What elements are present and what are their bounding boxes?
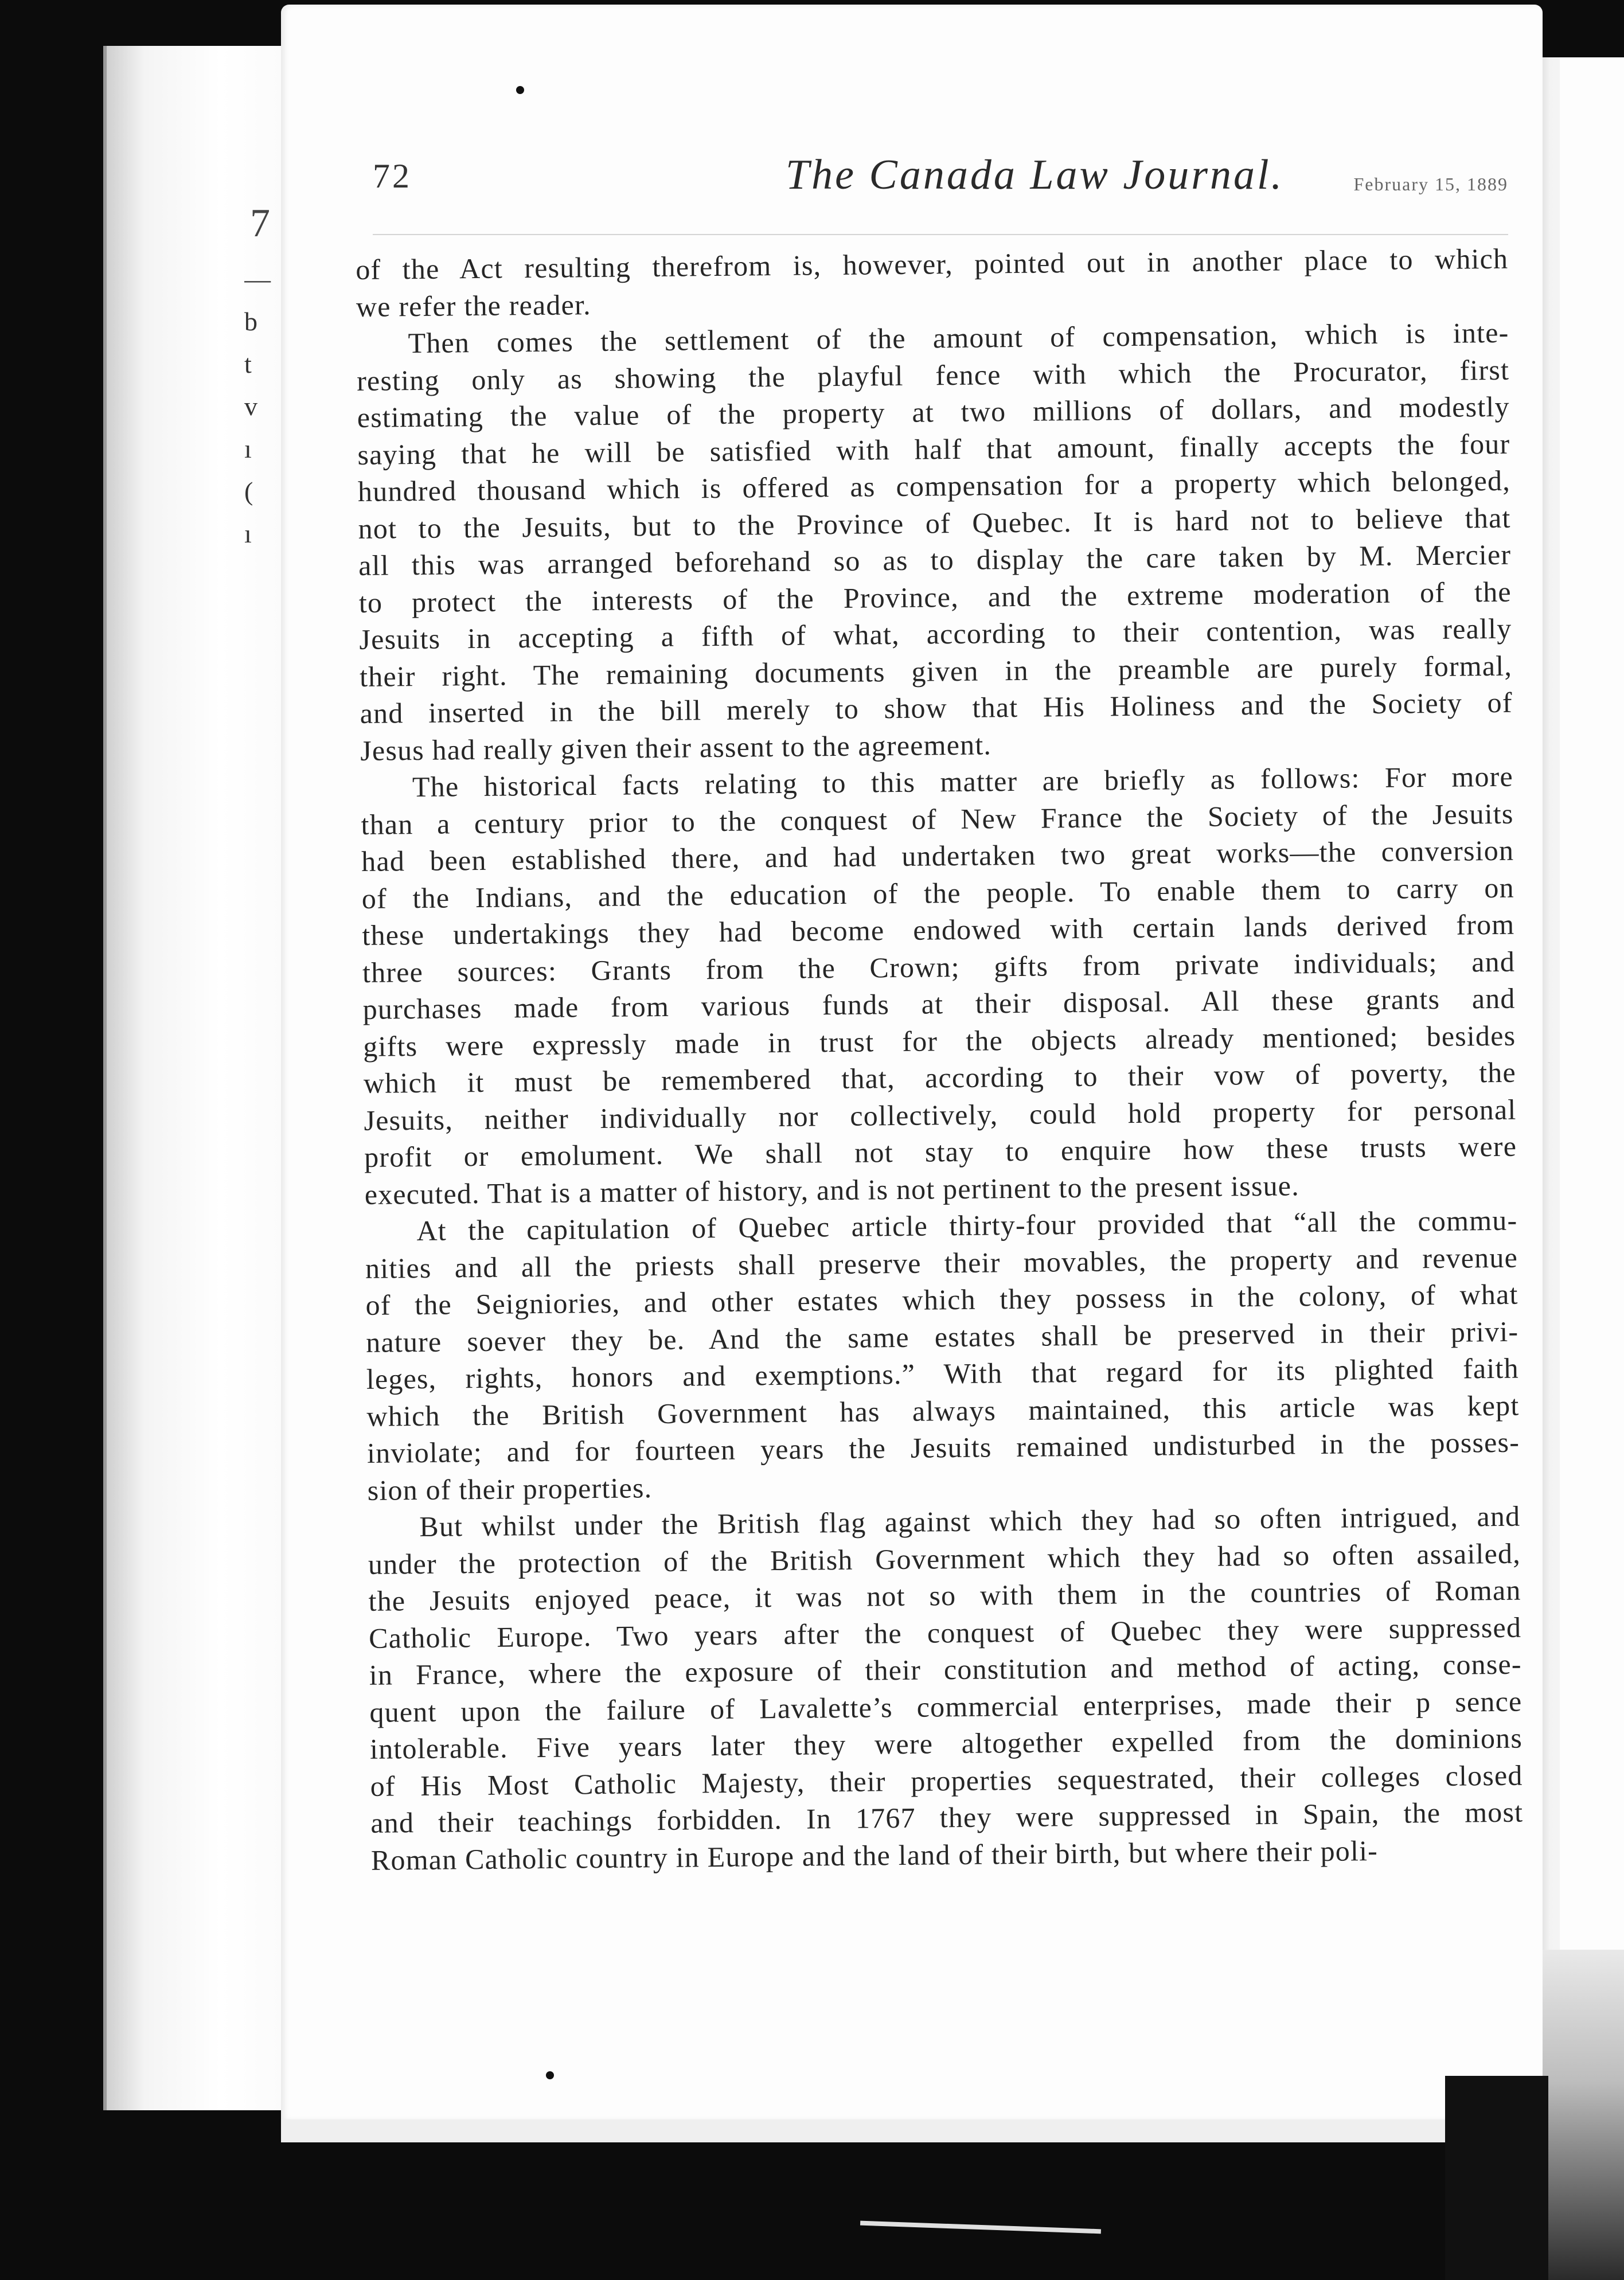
text-line: of the Act resulting therefrom is, however, pointed out in another place to which [356,242,1509,286]
text-line: we refer the reader. [356,288,592,323]
text-line: not to the Jesuits, but to the Province of Quebec. It is hard not to believe that [358,501,1511,545]
text-line: sion of their properties. [367,1471,653,1506]
text-line: inviolate; and for fourteen years the Jesuits remained undisturbed in the posses- [366,1426,1520,1469]
text-line: and their teachings forbidden. In 1767 they were suppressed in Spain, the most [370,1795,1524,1839]
header-rule [373,234,1508,235]
text-line: of the Indians, and the education of the people. To enable them to carry on [361,871,1515,915]
scan-dot-bottom [546,2071,554,2079]
text-line: had been established there, and had undertaken two great works—the conversion [361,834,1514,877]
text-line: Jesus had really given their assent to the agreement. [360,728,992,767]
paragraph [361,758,1517,1213]
previous-page-edge [103,46,296,2110]
previous-page-fragment: — [244,264,271,294]
previous-page-fragment: t [244,349,252,378]
text-line: Then comes the settlement of the amount of compensation, which is inte- [408,316,1509,360]
text-line: nature soever they be. And the same estates shall be preserved in their privi- [365,1315,1519,1358]
text-line: Roman Catholic country in Europe and the land of their birth, but where their poli- [370,1834,1379,1876]
journal-page [281,5,1543,2121]
text-line: of the Seigniories, and other estates which they possess in the colony, of what [365,1278,1518,1321]
previous-page-fragment: b [244,307,257,336]
text-line: estimating the value of the property at two millions of dollars, and modestly [357,390,1510,434]
page-number: 72 [373,157,412,195]
previous-page-fragment: ı [244,519,252,548]
text-line: and inserted in the bill merely to show that His Holiness and the Society of [360,686,1513,729]
previous-page-fragment: ı [244,434,252,463]
paragraph [356,240,1509,325]
text-line: nities and all the priests shall preserve their movables, the property and revenue [365,1241,1518,1285]
text-line: of His Most Catholic Majesty, their properties sequestrated, their colleges closed [370,1759,1523,1802]
text-line: executed. That is a matter of history, and is not pertinent to the present issue. [364,1169,1300,1211]
page-bottom-edge [281,2119,1543,2142]
page-header [373,151,1508,214]
article-body [356,240,1524,1879]
paragraph [356,314,1513,769]
previous-page-number-fragment: 7 [250,201,270,245]
text-line: profit or emolument. We shall not stay to enquire how these trusts were [364,1130,1517,1173]
text-line: leges, rights, honors and exemptions.” With that regard for its plighted faith [366,1352,1520,1395]
text-line: than a century prior to the conquest of New France the Society of the Jesuits [361,797,1514,841]
scan-shadow-right [1543,1950,1624,2280]
text-line: purchases made from various funds at their disposal. All these grants and [362,982,1516,1025]
text-line: quent upon the failure of Lavalette’s commercial enterprises, made their p sence [369,1685,1522,1728]
text-line: which it must be remembered that, according to their vow of poverty, the [363,1056,1517,1099]
text-line: Jesuits, neither individually nor collectively, could hold property for personal [364,1093,1517,1137]
text-line: resting only as showing the playful fence with which the Procurator, first [356,353,1510,397]
text-line: intolerable. Five years later they were altogether expelled from the dominions [369,1721,1523,1765]
text-line: under the protection of the British Government which they had so often assailed, [368,1537,1521,1580]
text-line: At the capitulation of Quebec article thirty-four provided that “all the commu- [416,1204,1518,1247]
scan-mark [860,2221,1101,2234]
text-line: the Jesuits enjoyed peace, it was not so with them in the countries of Roman [368,1574,1521,1617]
text-line: their right. The remaining documents given in the preamble are purely formal, [359,649,1513,693]
text-line: in France, where the exposure of their constitution and method of acting, conse- [369,1647,1522,1691]
paragraph [365,1202,1520,1509]
scan-dot-top [516,86,524,94]
previous-page-fragment: ( [244,477,253,506]
next-page-edge [1537,57,1624,1950]
text-line: gifts were expressly made in trust for the objects already mentioned; besides [363,1019,1516,1063]
text-line: Jesuits in accepting a fifth of what, according to their contention, was really [359,612,1512,655]
issue-date: February 15, 1889 [1353,174,1508,194]
scan-shadow-bottom [1445,2076,1548,2280]
previous-page-fragment: v [244,392,257,421]
paragraph [368,1498,1524,1879]
text-line: The historical facts relating to this matter are briefly as follows: For more [412,760,1514,803]
running-title: The Canada Law Journal. [786,151,1285,198]
next-page-surface [1560,57,1624,1950]
text-line: But whilst under the British flag against which they had so often intrigued, and [419,1500,1521,1543]
text-line: Catholic Europe. Two years after the conquest of Quebec they were suppressed [368,1611,1522,1654]
text-line: hundred thousand which is offered as compensation for a property which belonged, [357,464,1511,507]
text-line: these undertakings they had become endowed with certain lands derived from [362,908,1515,951]
text-line: saying that he will be satisfied with half that amount, finally accepts the four [357,427,1510,471]
text-line: three sources: Grants from the Crown; gifts from private individuals; and [362,945,1516,989]
text-line: which the British Government has always maintained, this article was kept [366,1389,1520,1432]
text-line: to protect the interests of the Province, and the extreme moderation of the [358,575,1512,619]
text-line: all this was arranged beforehand so as to display the care taken by M. Mercier [358,538,1512,581]
